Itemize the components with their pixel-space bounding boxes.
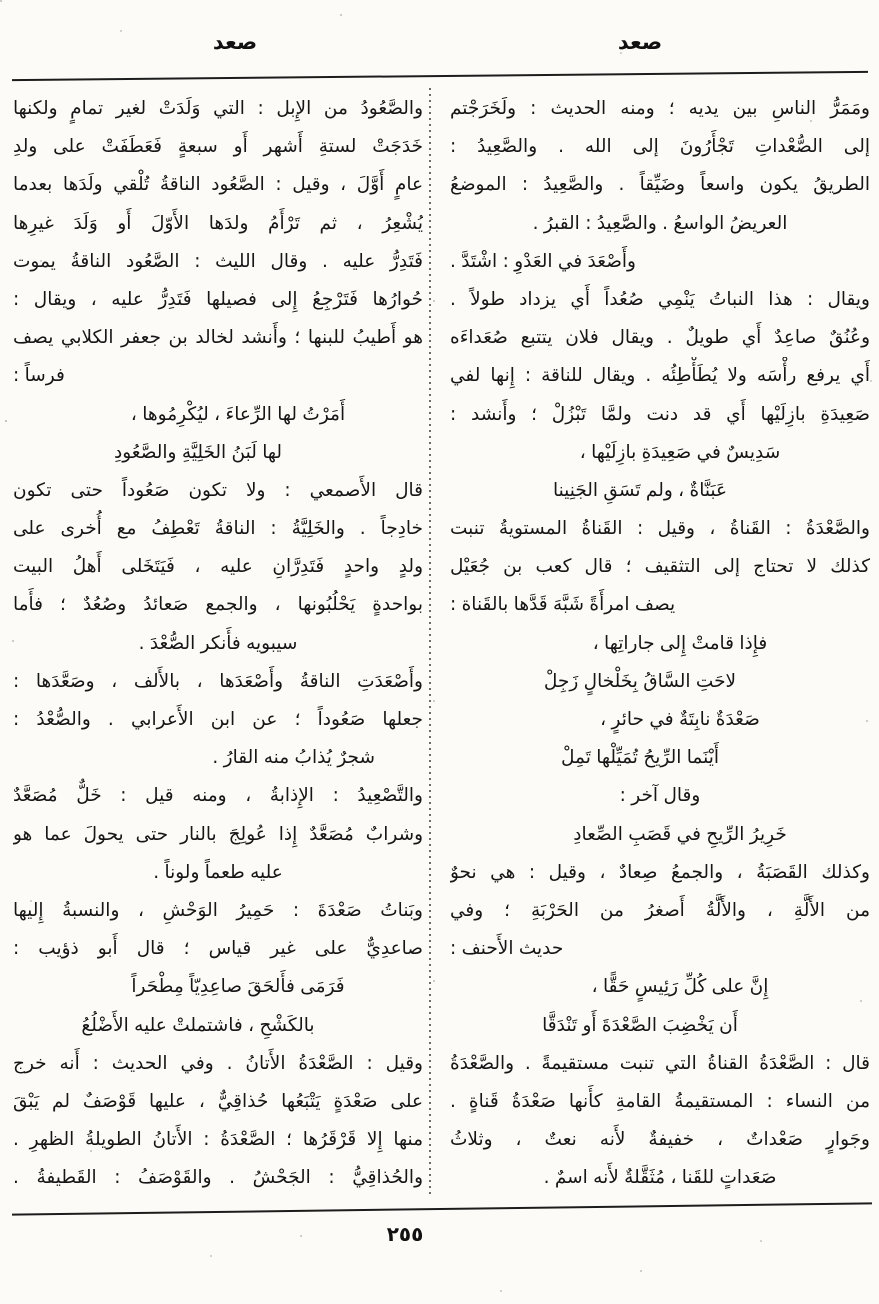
text-line: وعُنُقٌ صاعِدٌ أَي طويلٌ . ويقال فلان يتتبع صُعَداءَه — [450, 327, 870, 349]
verse-line: خَرِيرُ الرِّيحِ في قَصَبِ الصِّعادِ — [573, 823, 787, 845]
text-line: الطريقُ يكون واسعاً وضَيِّقاً . والصَّعِيدُ : الموضعُ — [450, 174, 870, 196]
text-line: وأَصْعَدَ في العَدْوِ : اشْتَدَّ . — [450, 250, 636, 272]
text-line: خَدَجَتْ لستةِ أَشهر أَو سبعةٍ فَعَطَفَتْ على ولدِ — [13, 136, 423, 158]
text-line: شجرٌ يُذابُ منه القارُ . — [212, 747, 375, 769]
text-line: على صَعْدَةٍ يَتْبَعُها حُذاقِيٌّ ، عليها قَوْصَفٌ لم يَبْقَ — [13, 1090, 423, 1112]
text-line: أَي يرفع رأْسَه ولا يُطَأْطِئُه . ويقال للناقة : إِنها لفي — [450, 365, 870, 387]
verse-line: فإِذا قامتْ إِلى جاراتِها ، — [592, 632, 768, 654]
verse-line: صَعْدَةٌ نابِتَةٌ في حائرٍ ، — [600, 709, 760, 730]
text-line: وكذلك القَصَبَةُ ، والجمعُ صِعادٌ ، وقيل : هي نحوٌ — [450, 861, 870, 883]
running-head-right: صعد — [617, 30, 663, 54]
column-right — [450, 90, 870, 1202]
bottom-rule — [12, 1202, 872, 1215]
text-line: العريضُ الواسعُ . والصَّعِيدُ : القبرُ . — [532, 212, 788, 234]
text-line: فَتَدِرُّ عليه . وقال الليث : الصَّعُود الناقةُ يموت — [13, 250, 423, 272]
text-line: كذلك لا تحتاج إلى التثقيف ؛ قال كعب بن جُعَيْل — [450, 556, 870, 578]
verse-line: لها لَبَنُ الخَلِيَّةِ والصَّعُودِ — [113, 441, 283, 463]
text-line: إلى الصُّعْداتِ تَجْأَرُونَ إلى الله . والصَّعِيدُ : — [450, 136, 870, 158]
text-line: عامٍ أَوَّلَ ، وقيل : الصَّعُود الناقةُ تُلْقي ولَدَها بعدما — [13, 174, 423, 196]
text-line: قال : الصَّعْدَةُ القناةُ التي تنبت مستقيمةً . والصَّعْدَةُ — [450, 1052, 870, 1074]
text-line: يصف امرأَةً شَبَّهَ قَدَّها بالقَناة : — [450, 594, 676, 616]
text-line: وأَصْعَدَتِ الناقةُ وأَصْعَدَها ، بالأَلف ، وصَعَّدَها : — [13, 670, 423, 692]
verse-line: أَن يَخْضِبَ الصَّعْدَةَ أَو تَنْدَقَّا — [542, 1014, 738, 1036]
running-head-left: صعد — [212, 30, 258, 54]
verse-line: سَدِيسٌ في صَعِيدَةِ بازِلَيْها ، — [579, 441, 781, 463]
column-divider — [429, 88, 431, 1196]
text-line: من الأَلَّةِ ، والأَلَّةُ أَصغرُ من الحَرْبَةِ ؛ وفي — [450, 899, 870, 921]
verse-line: فَرَمَى فأَلحَقَ صاعِدِيّاً مِطْحَراً — [131, 976, 345, 998]
text-line: والصَّعُودُ من الإِبل : التي وَلَدَتْ لغير تمامٍ ولكنها — [13, 98, 423, 119]
text-line: هو أَطيبُ للبنها ؛ وأَنشد لخالد بن جعفر الكلابي يصف — [13, 327, 423, 349]
text-line: جعلها صَعُوداً ؛ عن ابن الأَعرابي . والصُّعْدُ : — [13, 709, 423, 730]
text-line: صَعَداتٍ للقَنا ، مُثَقَّلةٌ لأَنه اسمٌ . — [543, 1167, 777, 1189]
text-line: وجَوارٍ صَعْداتٌ ، خفيفةٌ لأَنه نعتٌ ، وثلاثُ — [450, 1129, 870, 1151]
text-line: وقيل : الصَّعْدَةُ الأَتانُ . وفي الحديث : أَنه خرج — [13, 1052, 423, 1074]
text-line: والتَّصْعِيدُ : الإِذابةُ ، ومنه قيل : خَلٌّ مُصَعَّدٌ — [13, 785, 423, 807]
text-line: صَعِيدَةِ بازِلَيْها أَي قد دنت ولمَّا تَبْزُلْ ؛ وأَنشد : — [450, 403, 870, 425]
text-line: ومَمَرُّ الناسِ بين يديه ؛ ومنه الحديث : ولَخَرَجْتم — [450, 98, 870, 119]
text-line: حديث الأَحنف : — [450, 938, 564, 960]
text-line: فرساً : — [13, 365, 65, 387]
text-line: حُوارُها فَتَرْجِعُ إِلى فصيلها فَتَدِرُّ عليه ، ويقال : — [13, 288, 423, 310]
text-line: عليه طعماً ولوناً . — [153, 861, 283, 883]
text-line: والحُذاقِيُّ : الجَحْشُ . والقَوْصَفُ : القَطيفةُ . — [13, 1167, 423, 1189]
column-left — [13, 90, 423, 1202]
text-line: قال الأَصمعي : ولا تكون صَعُوداً حتى تكون — [13, 479, 423, 501]
verse-line: أَمَرْتُ لها الرِّعاءَ ، ليُكْرِمُوها ، — [130, 403, 346, 425]
text-line: ولدٍ واحدٍ فَتَدِرَّانِ عليه ، فَيَتَخَلى أَهلُ البيت — [13, 556, 423, 578]
text-line: وشرابٌ مُصَعَّدٌ إِذا عُولِجَ بالنار حتى يحولَ عما هو — [13, 823, 423, 845]
text-line: يُشْعِرُ ، ثم تَرْأَمُ ولدَها الأَوّلَ أَو وَلَدَ غيرِها — [13, 212, 423, 234]
text-line: والصَّعْدَةُ : القَناةُ ، وقيل : القَناةُ المستويةُ تنبت — [450, 518, 870, 540]
text-line: صاعدِيٌّ على غير قياس ؛ قال أَبو ذؤيب : — [13, 938, 423, 960]
verse-line: أَيْنَما الرِّيحُ تُمَيِّلْها تَمِلْ — [561, 747, 719, 769]
text-line: بواحدةٍ يَحْلُبُونها ، والجمع صَعائدُ وصُعُدٌ ؛ فأَما — [13, 594, 423, 616]
text-line: وبَناتُ صَعْدَةَ : حَمِيرُ الوَحْشِ ، والنسبةُ إِليها — [13, 899, 423, 921]
top-rule — [12, 71, 868, 81]
verse-line: إِنَّ على كُلِّ رَئِيسٍ حَقًّا ، — [591, 976, 769, 998]
verse-line: بالكَشْحِ ، فاشتملتْ عليه الأَضْلُعُ — [81, 1014, 315, 1036]
text-line: خادِجاً . والخَلِيَّةُ : الناقةُ تَعْطِفُ مع أُخرى على — [13, 518, 423, 540]
text-line: ويقال : هذا النباتُ يَنْمِي صُعُداً أَي يزداد طولاً . — [450, 288, 870, 310]
text-line: وقال آخر : — [619, 785, 701, 807]
verse-line: عَبَنَّاةٌ ، ولم تَسَقِ الجَنِينا — [552, 479, 728, 501]
verse-line: لاحَتِ السَّاقُ بِخَلْخالٍ زَجِلْ — [543, 670, 737, 692]
page-number: ٢٥٥ — [386, 1222, 424, 1246]
text-line: سيبويه فأَنكر الصُّعْدَ . — [138, 632, 298, 654]
scan-noise-speckles — [0, 0, 2, 2]
text-line: منها إِلا قَرْقَرُها ؛ الصَّعْدَةُ : الأَتانُ الطويلةُ الظهرِ . — [13, 1129, 423, 1151]
text-line: من النساء : المستقيمةُ القامةِ كأَنها صَعْدَةُ قَناةٍ . — [450, 1090, 870, 1112]
